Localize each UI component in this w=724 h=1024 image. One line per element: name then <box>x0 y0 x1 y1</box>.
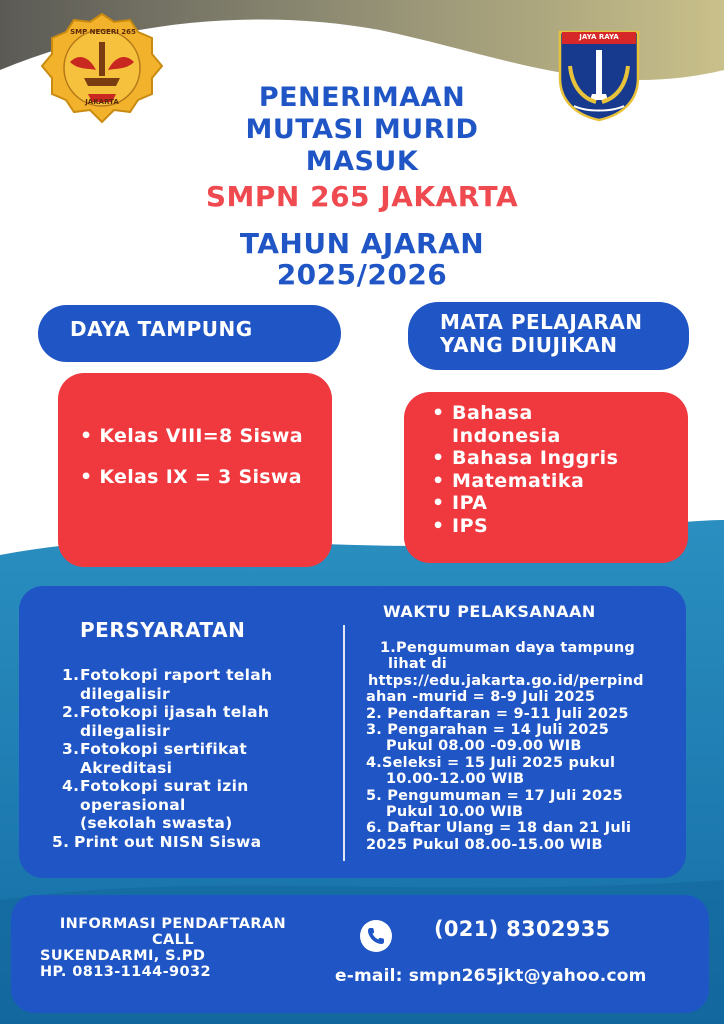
school-logo-bottom-text: JAKARTA <box>85 98 119 106</box>
item-line: Fotokopi ijasah telah <box>80 703 270 721</box>
subject-matematika: Matematika <box>452 469 585 492</box>
list-item: • IPS <box>432 514 489 537</box>
subject-ips: IPS <box>452 514 489 537</box>
title-line-2: MUTASI MURID <box>245 114 479 145</box>
item-line: Print out NISN Siswa <box>74 832 262 851</box>
subject-bahasa: Bahasa <box>452 402 533 424</box>
schedule-line: 10.00-12.00 WIB <box>386 771 525 788</box>
list-item <box>52 833 272 852</box>
info-heading: INFORMASI PENDAFTARAN <box>59 916 287 932</box>
year-label: TAHUN AJARAN <box>239 227 485 260</box>
mata-pelajaran-box <box>404 392 688 563</box>
title-line-1: PENERIMAAN <box>258 82 466 113</box>
daya-tampung-list <box>80 425 303 507</box>
schedule-line: 1.Pengumuman daya tampung <box>380 640 636 656</box>
panel-divider <box>343 625 345 861</box>
schedule-line: lihat di <box>388 656 447 673</box>
list-item <box>52 703 272 740</box>
waktu-list <box>366 640 666 853</box>
item-line: (sekolah swasta) <box>80 814 233 832</box>
mapel-heading-line-1: MATA PELAJARAN <box>440 310 643 334</box>
item-line: Fotokopi surat izin <box>80 777 249 795</box>
title-line-3: MASUK <box>305 146 419 177</box>
schedule-link[interactable]: https://edu.jakarta.go.id/perpind <box>368 672 644 689</box>
subject-indonesia: Indonesia <box>452 424 561 447</box>
mata-pelajaran-list <box>432 402 619 537</box>
school-logo-top-text: SMP NEGERI 265 <box>70 28 136 36</box>
waktu-heading: WAKTU PELAKSANAAN <box>383 602 596 621</box>
item-line: Fotokopi raport telah <box>80 666 273 684</box>
main-title <box>0 82 724 178</box>
item-line: Akreditasi <box>80 758 173 777</box>
list-item: • IPA <box>432 492 488 514</box>
academic-year <box>0 228 724 290</box>
list-item <box>52 666 272 703</box>
subject-bahasa-inggris: Bahasa Inggris <box>452 447 619 469</box>
item-number: 3. <box>62 740 80 758</box>
daya-item-ix: Kelas IX = 3 Siswa <box>99 466 302 488</box>
daya-item-viii: Kelas VIII=8 Siswa <box>99 425 303 447</box>
item-number: 5. <box>52 832 70 851</box>
daya-tampung-heading: DAYA TAMPUNG <box>38 305 341 362</box>
schedule-line: 3. Pengarahan = 14 Juli 2025 <box>366 722 610 739</box>
schedule-line: 6. Daftar Ulang = 18 dan 21 Juli <box>366 820 632 837</box>
email-address[interactable]: e-mail: smpn265jkt@yahoo.com <box>335 966 647 986</box>
daya-tampung-box <box>58 373 332 567</box>
schedule-line: Pukul 10.00 WIB <box>386 804 524 821</box>
phone-number[interactable]: (021) 8302935 <box>434 917 611 941</box>
list-item <box>52 740 272 777</box>
schedule-line: 2025 Pukul 08.00-15.00 WIB <box>366 836 603 853</box>
contact-info <box>40 916 306 980</box>
list-item: • Bahasa Inggris <box>432 447 619 469</box>
schedule-line: 5. Pengumuman = 17 Juli 2025 <box>366 787 623 804</box>
mapel-heading-line-2: YANG DIUJIKAN <box>440 333 618 357</box>
subject-ipa: IPA <box>452 492 488 514</box>
jakarta-logo-text: JAYA RAYA <box>579 33 619 41</box>
item-line: dilegalisir <box>80 721 170 740</box>
item-number: 4. <box>62 777 80 795</box>
list-item <box>52 777 272 833</box>
item-line: Fotokopi sertifikat <box>80 740 248 758</box>
item-number: 1. <box>62 666 80 684</box>
phone-icon[interactable] <box>360 920 392 952</box>
persyaratan-list <box>52 666 272 851</box>
item-line: operasional <box>80 795 186 814</box>
contact-hp[interactable]: HP. 0813-1144-9032 <box>40 964 211 980</box>
item-number: 2. <box>62 703 80 721</box>
info-call: CALL <box>152 932 194 948</box>
schedule-line: ahan -murid = 8-9 Juli 2025 <box>366 689 596 706</box>
schedule-line: 4.Seleksi = 15 Juli 2025 pukul <box>366 754 616 771</box>
schedule-line: Pukul 08.00 -09.00 WIB <box>386 738 582 755</box>
list-item: • Kelas IX = 3 Siswa <box>80 466 302 488</box>
list-item: • Bahasa <box>432 402 533 424</box>
list-item: • Kelas VIII=8 Siswa <box>80 425 303 447</box>
item-line: dilegalisir <box>80 684 170 703</box>
schedule-line: 2. Pendaftaran = 9-11 Juli 2025 <box>366 705 629 722</box>
year-value: 2025/2026 <box>276 258 448 291</box>
persyaratan-heading: PERSYARATAN <box>80 618 246 642</box>
list-item <box>452 425 618 448</box>
list-item: • Matematika <box>432 469 585 492</box>
contact-name: SUKENDARMI, S.PD <box>40 948 206 964</box>
school-name: SMPN 265 JAKARTA <box>205 180 519 213</box>
mata-pelajaran-heading <box>408 302 689 370</box>
